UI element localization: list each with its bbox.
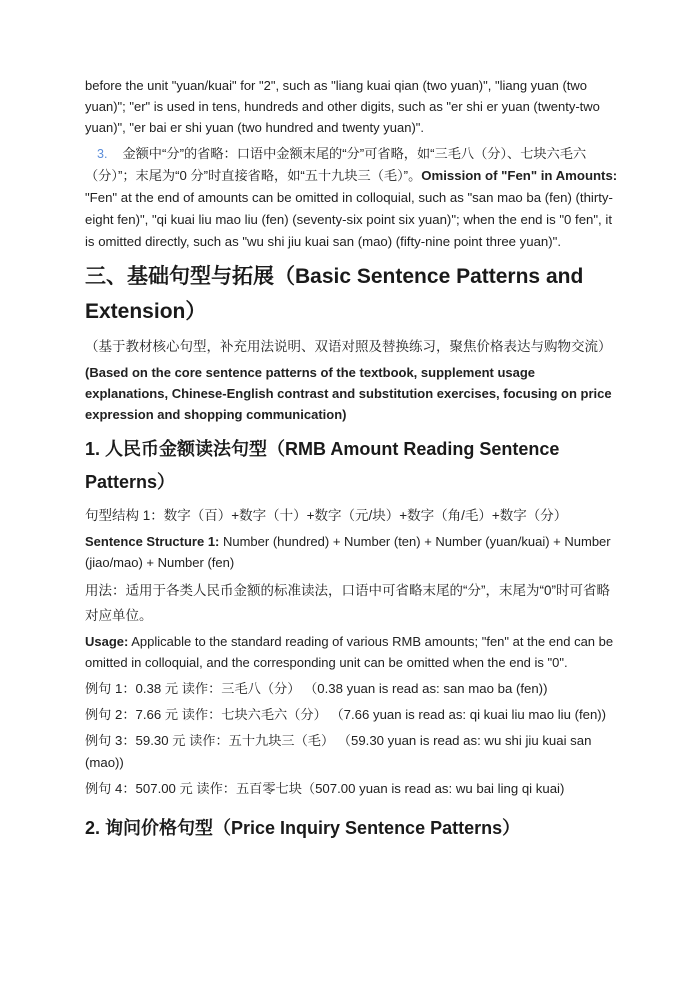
paragraph-er-usage: before the unit "yuan/kuai" for "2", such as "liang kuai qian (two yuan)", "liang yuan (two yuan)"; "er" is used in tens, hundreds and other digits, such as "er shi er yuan (twenty-two yuan)", "er bai er shi yuan (two hundred and twenty yuan)". [85, 78, 600, 135]
list-item-number: 3. [97, 147, 108, 161]
usage-en-text: Applicable to the standard reading of various RMB amounts; "fen" at the end can be omitted in colloquial, and the corresponding unit can be omitted when the end is "0". [85, 634, 614, 670]
subsection-2-heading: 2. 询问价格句型（Price Inquiry Sentence Patterns） [85, 818, 521, 838]
section-note-en: (Based on the core sentence patterns of the textbook, supplement usage explanations, Chinese-English contrast and substitution exercises, focusing on price expression and shopping communication) [85, 365, 612, 422]
usage-en-label: Usage: [85, 634, 129, 649]
example-sentence-2: 例句 2：7.66 元 读作：七块六毛六（分） （7.66 yuan is read as: qi kuai liu mao liu (fen)) [85, 707, 607, 722]
sentence-structure-1-text: Number (hundred) + Number (ten) + Number (yuan/kuai) + Number (jiao/mao) + Number (fen) [85, 534, 611, 570]
usage-zh: 用法：适用于各类人民币金额的标准读法，口语中可省略末尾的“分”，末尾为“0”时可省略对应单位。 [85, 583, 610, 623]
fen-omission-en-bold-label: Omission of "Fen" in Amounts: [421, 168, 618, 183]
usage-en [85, 631, 618, 673]
example-sentence-3: 例句 3：59.30 元 读作：五十九块三（毛） （59.30 yuan is read as: wu shi jiu kuai san (mao)) [85, 733, 592, 770]
section-3-heading: 三、基础句型与拓展（Basic Sentence Patterns and Extension） [85, 265, 584, 323]
sentence-structure-1-label: Sentence Structure 1: [85, 534, 220, 549]
example-sentence-1: 例句 1：0.38 元 读作：三毛八（分） （0.38 yuan is read as: san mao ba (fen)) [85, 681, 548, 696]
section-note-zh: （基于教材核心句型，补充用法说明、双语对照及替换练习，聚焦价格表达与购物交流） [85, 339, 612, 354]
sentence-structure-1-zh: 句型结构 1：数字（百）+数字（十）+数字（元/块）+数字（角/毛）+数字（分） [85, 508, 568, 523]
list-item-fen-omission [85, 143, 618, 253]
subsection-1-heading: 1. 人民币金额读法句型（RMB Amount Reading Sentence Patterns） [85, 439, 560, 492]
fen-omission-en-text: "Fen" at the end of amounts can be omitted in colloquial, such as "san mao ba (fen) (thirty-eight fen)", "qi kuai liu mao liu (fen) (seventy-six point six yuan)"; when the end is "0 fen", it is omitted directly, such as "wu shi jiu kuai san (mao) (fifty-nine point three yuan)". [85, 190, 613, 249]
fen-omission-zh-text: 金额中“分”的省略：口语中金额末尾的“分”可省略，如“三毛八（分）、七块六毛六（分）”；末尾为“0 分”时直接省略，如“五十九块三（毛）”。 [85, 146, 587, 183]
sentence-structure-1-en [85, 531, 618, 573]
example-sentence-4: 例句 4：507.00 元 读作：五百零七块（507.00 yuan is read as: wu bai ling qi kuai) [85, 781, 565, 796]
